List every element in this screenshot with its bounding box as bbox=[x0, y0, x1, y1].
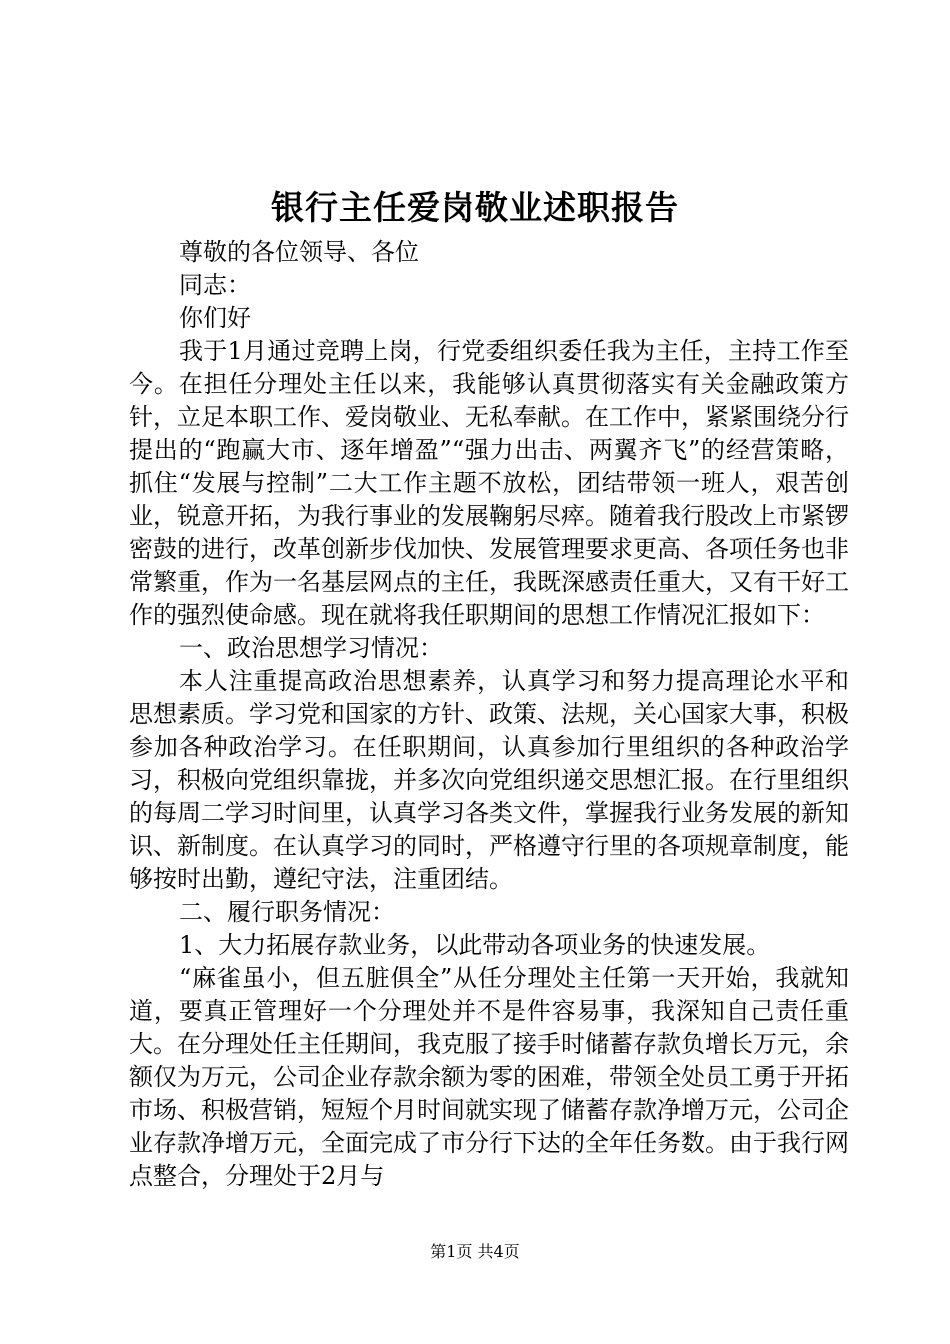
section-heading-politics: 一、政治思想学习情况： bbox=[179, 634, 443, 662]
document-body bbox=[129, 236, 849, 1193]
subheading-deposits: 1、大力拓展存款业务，以此带动各项业务的快速发展。 bbox=[179, 931, 771, 959]
deposits-paragraph: “麻雀虽小，但五脏俱全”从任分理处主任第一天开始，我就知道，要真正管理好一个分理处并不是件容易事，我深知自己责任重大。在分理处任主任期间，我克服了接手时储蓄存款负增长万元，余额仅为万元，公司企业存款余额为零的困难，带领全处员工勇于开拓市场、积极营销，短短个月时间就实现了储蓄存款净增万元，公司企业存款净增万元，全面完成了市分行下达的全年任务数。由于我行网点整合，分理处于2月与 bbox=[129, 964, 849, 1190]
document-title: 银行主任爱岗敬业述职报告 bbox=[271, 188, 679, 227]
greeting-line: 你们好 bbox=[179, 304, 251, 332]
page-number-footer: 第1页 共4页 bbox=[430, 1242, 520, 1261]
salutation-line-2: 同志： bbox=[179, 271, 251, 299]
salutation-line-1: 尊敬的各位领导、各位 bbox=[179, 238, 419, 266]
intro-paragraph: 我于1月通过竞聘上岗，行党委组织委任我为主任，主持工作至今。在担任分理处主任以来，我能够认真贯彻落实有关金融政策方针，立足本职工作、爱岗敬业、无私奉献。在工作中，紧紧围绕分行提出的“跑赢大市、逐年增盈”“强力出击、两翼齐飞”的经营策略，抓住“发展与控制”二大工作主题不放松，团结带领一班人，艰苦创业，锐意开拓，为我行事业的发展鞠躬尽瘁。随着我行股改上市紧锣密鼓的进行，改革创新步伐加快、发展管理要求更高、各项任务也非常繁重，作为一名基层网点的主任，我既深感责任重大，又有干好工作的强烈使命感。现在就将我任职期间的思想工作情况汇报如下： bbox=[129, 337, 849, 629]
politics-paragraph: 本人注重提高政治思想素养，认真学习和努力提高理论水平和思想素质。学习党和国家的方针、政策、法规，关心国家大事，积极参加各种政治学习。在任职期间，认真参加行里组织的各种政治学习，积极向党组织靠拢，并多次向党组织递交思想汇报。在行里组织的每周二学习时间里，认真学习各类文件，掌握我行业务发展的新知识、新制度。在认真学习的同时，严格遵守行里的各项规章制度，能够按时出勤，遵纪守法，注重团结。 bbox=[129, 667, 849, 893]
section-heading-duties: 二、履行职务情况： bbox=[179, 898, 395, 926]
